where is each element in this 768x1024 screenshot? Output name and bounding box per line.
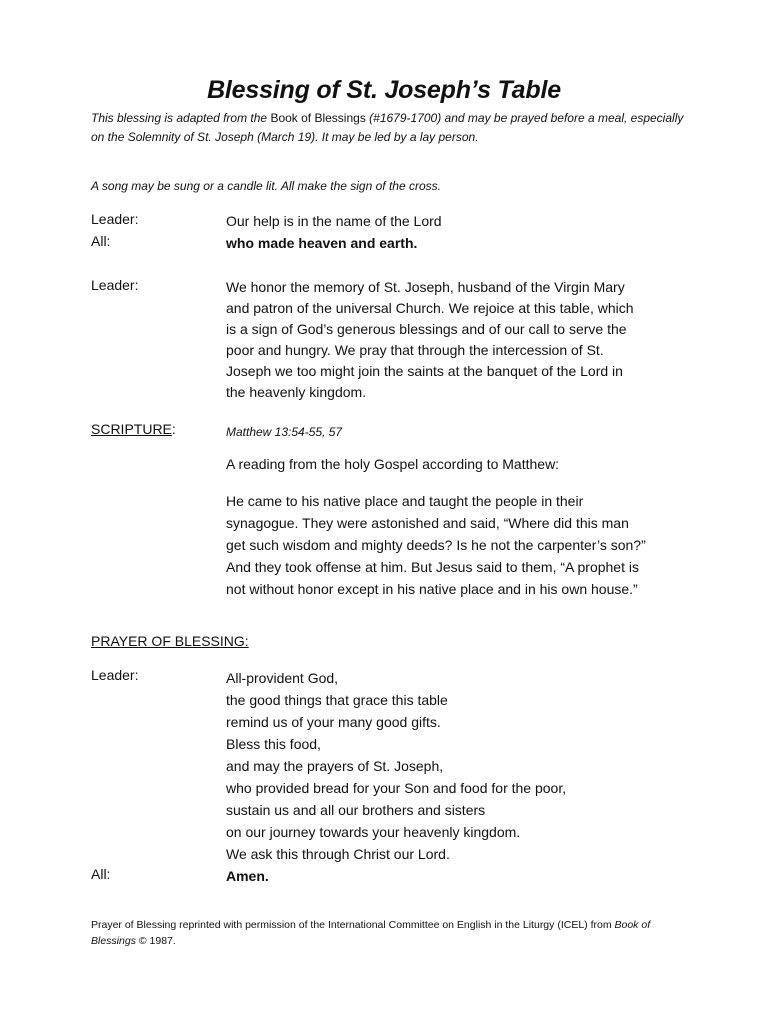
text-line: We honor the memory of St. Joseph, husband of the Virgin Mary [226, 279, 625, 295]
intro-text-2: (#1679-1700) and may be prayed before a meal, especially on the Solemnity of St. Joseph (March 19). It may be led by a lay person. [91, 111, 684, 144]
intro-book-title: Book of Blessings [270, 111, 366, 125]
prayer-of-blessing-heading: PRAYER OF BLESSING: [91, 633, 249, 649]
speaker-label: All: [91, 233, 111, 249]
text-line: who provided bread for your Son and food for the poor, [226, 780, 567, 796]
text-line: sustain us and all our brothers and sisters [226, 802, 486, 818]
text-line: Bless this food, [226, 736, 321, 752]
text-line: not without honor except in his native place and in his own house.” [226, 581, 638, 597]
scripture-announcement: A reading from the holy Gospel according to Matthew: [226, 456, 560, 472]
permission-footer [91, 917, 691, 949]
opening-all-response: who made heaven and earth. [226, 235, 418, 251]
prayer-of-blessing-text [226, 667, 686, 865]
text-line: get such wisdom and mighty deeds? Is he not the carpenter’s son?” [226, 537, 646, 553]
scripture-reading [226, 490, 686, 600]
speaker-label: Leader: [91, 211, 139, 227]
scripture-heading [91, 421, 221, 437]
text-line: the heavenly kingdom. [226, 384, 367, 400]
prayer-heading-row [91, 633, 691, 649]
scripture-colon: : [171, 421, 176, 437]
speaker-label: All: [91, 866, 111, 882]
footer-text-1: Prayer of Blessing reprinted with permission of the International Committee on English in the Liturgy (ICEL) from [91, 919, 615, 931]
speaker-label: Leader: [91, 277, 139, 293]
speaker-label: Leader: [91, 667, 139, 683]
footer-book-title: Book of Blessings [91, 919, 651, 947]
text-line: the good things that grace this table [226, 692, 448, 708]
text-line: We ask this through Christ our Lord. [226, 846, 450, 862]
scripture-label: SCRIPTURE [91, 421, 172, 437]
text-line: remind us of your many good gifts. [226, 714, 441, 730]
text-line: poor and hungry. We pray that through the intercession of St. [226, 342, 604, 358]
intro-text-1: This blessing is adapted from the [91, 111, 271, 125]
text-line: on our journey towards your heavenly kingdom. [226, 824, 521, 840]
page-title: Blessing of St. Joseph’s Table [207, 76, 561, 104]
text-line: is a sign of God’s generous blessings and of our call to serve the [226, 321, 627, 337]
text-line: He came to his native place and taught the people in their [226, 493, 584, 509]
amen-response: Amen. [226, 868, 269, 884]
footer-text-2: © 1987. [135, 935, 176, 947]
opening-leader-text: Our help is in the name of the Lord [226, 213, 442, 229]
opening-rubric: A song may be sung or a candle lit. All make the sign of the cross. [91, 179, 441, 193]
intro-note [91, 109, 691, 147]
intro-prayer-text [226, 277, 686, 403]
text-line: All-provident God, [226, 670, 339, 686]
text-line: and patron of the universal Church. We rejoice at this table, which [226, 300, 634, 316]
text-line: and may the prayers of St. Joseph, [226, 758, 444, 774]
text-line: And they took offense at him. But Jesus said to them, “A prophet is [226, 559, 639, 575]
text-line: Joseph we too might join the saints at the banquet of the Lord in [226, 363, 623, 379]
scripture-citation: Matthew 13:54-55, 57 [226, 425, 343, 439]
text-line: synagogue. They were astonished and said, “Where did this man [226, 515, 629, 531]
